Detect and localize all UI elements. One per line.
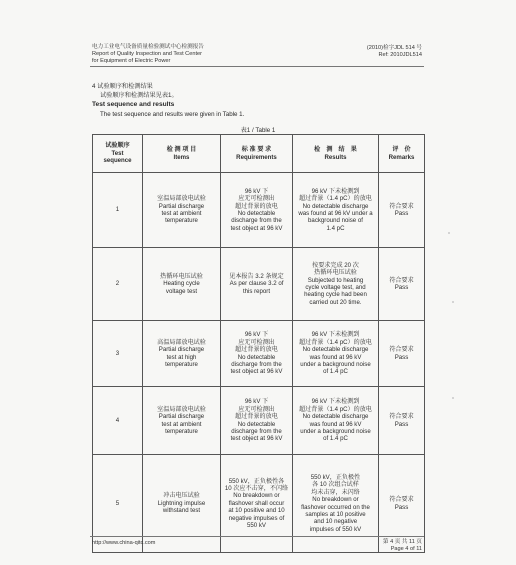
cell-line: No detectable xyxy=(237,353,276,361)
cell-line: 超过背景的放电 xyxy=(235,202,278,210)
cell-line: 各 10 次组合试样 xyxy=(312,481,359,489)
cell-line: 10 次应不击穿，不闪络 xyxy=(224,484,289,492)
scan-speck xyxy=(452,397,454,399)
cell-line: at 10 positive and 10 xyxy=(228,507,285,515)
cell-line: flashover shall occur xyxy=(228,499,285,507)
cell-line: was found at 96 kV under a xyxy=(298,210,373,217)
cell-line: discharge from the xyxy=(231,217,282,225)
cell-line: 超过背景（1.4 pC）的放电 xyxy=(299,405,372,413)
cell-line: 超过背景的放电 xyxy=(235,413,278,421)
cell-line: 96 kV 下 xyxy=(244,187,269,195)
cell-line: 550 kV xyxy=(247,522,266,530)
cell-line: 符合要求 xyxy=(389,496,414,504)
items-cell xyxy=(143,321,221,387)
sequence-cell: 1 xyxy=(93,173,143,248)
table-row xyxy=(93,455,425,553)
cell-line: discharge from the xyxy=(231,427,282,435)
cell-line: 见本报告 3.2 条规定 xyxy=(229,272,284,280)
cell-line: was found at 96 kV xyxy=(309,420,362,428)
cell-line: 96 kV 下未检测到 xyxy=(311,187,360,195)
cell-line: temperature xyxy=(165,217,198,225)
cell-line: 均未击穿，未闪络 xyxy=(311,488,360,496)
requirements-cell xyxy=(221,455,293,553)
cell-line: was found at 96 kV xyxy=(309,353,362,361)
items-cell xyxy=(143,248,221,321)
cell-line: carried out 20 time. xyxy=(309,298,362,306)
cell-line: Subjected to heating xyxy=(307,276,364,284)
cell-line: this report xyxy=(242,287,271,295)
cell-line: 1.4 pC xyxy=(326,224,345,232)
cell-line: 高温局部放电试验 xyxy=(157,338,206,346)
cell-line: 室温局部放电试验 xyxy=(157,195,206,203)
cell-line: 热循环电压试验 xyxy=(160,272,203,280)
cell-line: Partial discharge xyxy=(158,202,205,210)
cell-line: test at ambient xyxy=(161,210,202,217)
test-results-table xyxy=(92,134,425,553)
sequence-cell: 4 xyxy=(93,387,143,455)
table-row xyxy=(93,173,425,248)
cell-line: test object at 96 kV xyxy=(230,368,283,376)
sequence-cell: 5 xyxy=(93,455,143,553)
header-line: for Equipment of Electric Power xyxy=(92,57,171,64)
ref-line: Ref: 2010JDL514 xyxy=(378,51,422,58)
table-caption: 表1 / Table 1 xyxy=(240,127,276,134)
cell-line: impulses of 550 kV xyxy=(309,525,362,533)
cell-line: 96 kV 下 xyxy=(244,398,269,406)
cell-line: 550 kV，正负极性各 xyxy=(228,477,285,485)
report-ref-number xyxy=(350,45,422,59)
footer-divider xyxy=(90,536,424,537)
table-row xyxy=(93,248,425,321)
col-header-remarks: 评 价 Remarks xyxy=(379,135,425,173)
cell-line: 96 kV 下 xyxy=(244,331,269,339)
cell-line: cycle voltage test, and xyxy=(305,284,366,291)
cell-line: Pass xyxy=(394,503,409,511)
cell-line: Pass xyxy=(394,353,409,361)
cell-line: 热循环电压试验 xyxy=(314,269,357,277)
requirements-cell xyxy=(221,321,293,387)
sequence-cell: 2 xyxy=(93,248,143,321)
results-cell xyxy=(293,387,379,455)
cell-line: 符合要求 xyxy=(389,346,414,354)
results-cell xyxy=(293,455,379,553)
header-divider xyxy=(90,66,424,67)
cell-line: 550 kV，正负极性 xyxy=(310,473,361,481)
col-header-requirements: 标 准 要 求 Requirements xyxy=(221,135,293,173)
requirements-cell xyxy=(221,387,293,455)
footer-page-number: 第 4 页 共 11 页 Page 4 of 11 xyxy=(382,539,422,552)
cell-line: background noise of xyxy=(308,217,363,225)
section-intro-cn: 试验顺序和检测结果见表1。 xyxy=(100,92,178,99)
remarks-cell xyxy=(379,455,425,553)
items-cell xyxy=(143,173,221,248)
cell-line: voltage test xyxy=(165,287,198,295)
items-cell xyxy=(143,387,221,455)
cell-line: 超过背景（1.4 pC）的放电 xyxy=(299,195,372,203)
cell-line: Heating cycle xyxy=(163,280,200,288)
cell-line: 超过背景的放电 xyxy=(235,346,278,354)
col-header-sequence: 试验顺序 Test sequence xyxy=(93,135,143,173)
cell-line: 应无可检测出 xyxy=(238,405,275,413)
cell-line: Pass xyxy=(394,210,409,217)
cell-line: under a background noise xyxy=(300,360,371,368)
requirements-cell xyxy=(221,248,293,321)
cell-line: withstand test xyxy=(162,507,201,515)
cell-line: No detectable discharge xyxy=(302,346,369,354)
col-header-results: 检 测 结 果 Results xyxy=(293,135,379,173)
cell-line: and 10 negative xyxy=(313,518,358,526)
cell-line: 符合要求 xyxy=(389,413,414,421)
items-cell xyxy=(143,455,221,553)
cell-line: of 1.4 pC xyxy=(323,435,348,443)
section-heading-en: Test sequence and results xyxy=(92,101,175,108)
remarks-cell xyxy=(379,173,425,248)
table-row xyxy=(93,387,425,455)
cell-line: 超过背景（1.4 pC）的放电 xyxy=(299,338,372,346)
results-cell xyxy=(293,321,379,387)
results-cell xyxy=(293,248,379,321)
cell-line: No breakdown or xyxy=(312,496,359,504)
cell-line: 96 kV 下未检测到 xyxy=(311,398,360,406)
header-line: Report of Quality Inspection and Test Center xyxy=(92,50,202,57)
cell-line: negative impulses of xyxy=(228,514,285,522)
cell-line: 符合要求 xyxy=(389,202,414,210)
cell-line: samples at 10 positive xyxy=(305,510,366,518)
cell-line: Lightning impulse xyxy=(157,499,206,507)
cell-line: test object at 96 kV xyxy=(230,435,283,443)
cell-line: under a background noise xyxy=(300,427,371,435)
cell-line: of 1.4 pC xyxy=(323,368,348,376)
cell-line: No detectable xyxy=(237,420,276,428)
cell-line: temperature xyxy=(165,427,198,435)
scan-speck xyxy=(452,301,454,303)
cell-line: 符合要求 xyxy=(389,276,414,284)
cell-line: No detectable discharge xyxy=(302,202,369,210)
cell-line: test object at 96 kV xyxy=(230,224,283,232)
cell-line: No detectable discharge xyxy=(302,413,369,421)
cell-line: test at ambient xyxy=(161,420,202,428)
cell-line: 室温局部放电试验 xyxy=(157,405,206,413)
cell-line: Pass xyxy=(394,284,409,291)
sequence-cell: 3 xyxy=(93,321,143,387)
requirements-cell xyxy=(221,173,293,248)
table-header-row xyxy=(93,135,425,173)
section-heading-cn: 4 试验顺序和检测结果 xyxy=(92,83,153,90)
cell-line: 96 kV 下未检测到 xyxy=(311,331,360,339)
cell-line: flashover occurred on the xyxy=(301,503,370,511)
cell-line: No detectable xyxy=(237,210,276,217)
footer-url: http://www.china-qitc.com xyxy=(92,540,156,546)
report-header-left xyxy=(92,44,204,64)
remarks-cell xyxy=(379,387,425,455)
cell-line: heating cycle had been xyxy=(304,291,367,299)
remarks-cell xyxy=(379,248,425,321)
cell-line: test at high xyxy=(166,353,197,361)
cell-line: No breakdown or xyxy=(233,492,280,500)
cell-line: 按要求完成 20 次 xyxy=(312,261,359,269)
cell-line: As per clause 3.2 of xyxy=(229,280,284,288)
cell-line: Partial discharge xyxy=(158,346,205,354)
col-header-items: 检 测 项 目 Items xyxy=(143,135,221,173)
cell-line: 应无可检测出 xyxy=(238,338,275,346)
results-cell xyxy=(293,173,379,248)
header-line: 电力工业电气设备质量检验测试中心检测报告 xyxy=(92,44,204,50)
cell-line: Partial discharge xyxy=(158,413,205,421)
cell-line: discharge from the xyxy=(231,360,282,368)
table-row xyxy=(93,321,425,387)
ref-line: (2010)检字JDL 514 号 xyxy=(366,45,422,51)
cell-line: temperature xyxy=(165,360,198,368)
section-intro-en: The test sequence and results were given in Table 1. xyxy=(100,111,245,118)
scan-speck xyxy=(448,232,450,234)
cell-line: 应无可检测出 xyxy=(238,195,275,203)
cell-line: Pass xyxy=(394,420,409,428)
cell-line: 冲击电压试验 xyxy=(163,492,200,500)
remarks-cell xyxy=(379,321,425,387)
